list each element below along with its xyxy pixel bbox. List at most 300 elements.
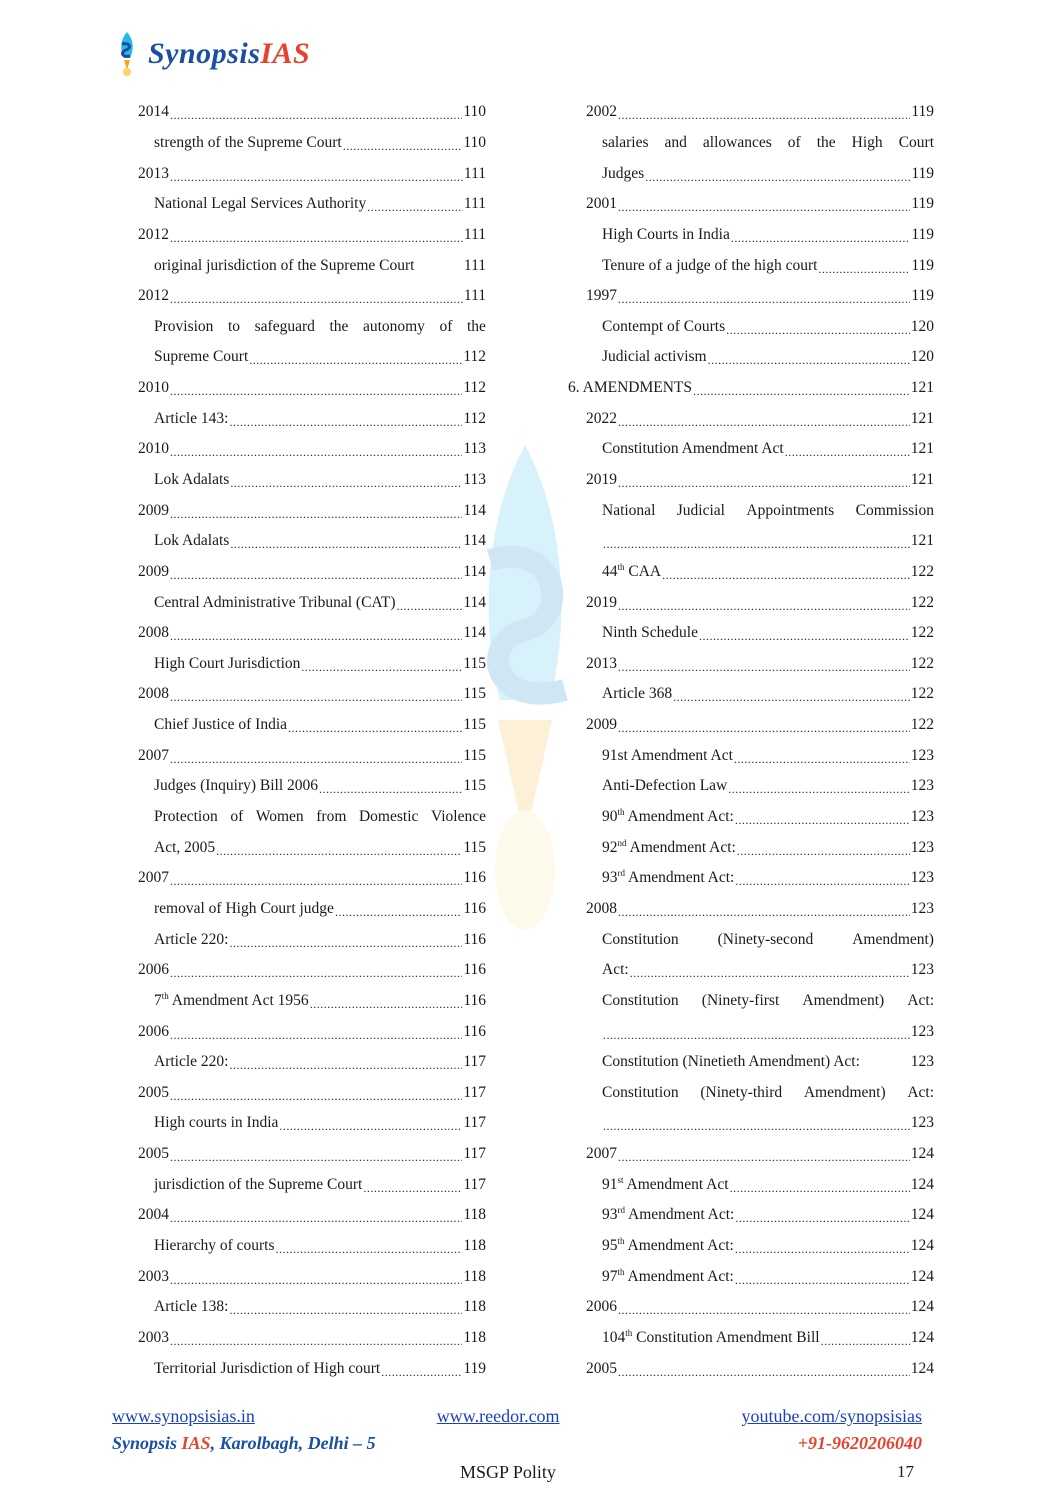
toc-leader-dots: [170, 1332, 462, 1350]
toc-page-number: 122: [910, 624, 934, 642]
toc-page-number: 115: [463, 654, 486, 672]
toc-leader-dots: [735, 1240, 910, 1258]
toc-leader-dots: [170, 168, 463, 186]
toc-entry[interactable]: [120, 403, 486, 434]
toc-page-number: 123: [910, 869, 934, 887]
toc-page-number: 124: [910, 1206, 934, 1224]
toc-entry-title: Act:: [602, 961, 629, 979]
toc-leader-dots: [170, 566, 462, 584]
toc-entry-title: Lok Adalats: [154, 532, 230, 550]
toc-entry[interactable]: [568, 403, 934, 434]
toc-page-number: 123: [910, 838, 934, 856]
toc-entry[interactable]: [120, 832, 486, 863]
toc-entry-title: 2003: [138, 1267, 169, 1285]
toc-page-number: 114: [463, 624, 486, 642]
toc-leader-dots: [279, 1117, 462, 1135]
toc-entry[interactable]: [568, 128, 934, 159]
toc-entry[interactable]: [120, 1108, 486, 1139]
toc-leader-dots: [618, 413, 910, 431]
toc-page-number: 122: [910, 562, 934, 580]
toc-entry-title: 97th Amendment Act:: [602, 1266, 734, 1285]
toc-leader-dots: [603, 535, 910, 553]
toc-leader-dots: [343, 137, 463, 155]
toc-page-number: 122: [910, 685, 934, 703]
toc-entry-title: Article 143:: [154, 409, 229, 427]
toc-entry-title: Tenure of a judge of the high court: [602, 256, 818, 274]
toc-leader-dots: [603, 1117, 910, 1135]
toc-leader-dots: [735, 1271, 910, 1289]
toc-entry-title: 90th Amendment Act:: [602, 806, 734, 826]
toc-leader-dots: [310, 995, 463, 1013]
toc-entry[interactable]: [568, 220, 934, 251]
toc-entry-title: High courts in India: [154, 1114, 279, 1132]
toc-entry-title: 2013: [138, 164, 169, 182]
toc-entry-title: 91st Amendment Act: [602, 1174, 729, 1193]
toc-entry[interactable]: [120, 311, 486, 342]
toc-entry[interactable]: [568, 1139, 934, 1170]
toc-leader-dots: [170, 382, 462, 400]
toc-entry[interactable]: [568, 281, 934, 312]
toc-entry[interactable]: [568, 97, 934, 128]
toc-page-number: 116: [463, 930, 486, 948]
toc-leader-dots: [335, 903, 462, 921]
toc-page-number: 115: [463, 777, 486, 795]
toc-entry[interactable]: [120, 342, 486, 373]
toc-entry-title: 2019: [586, 593, 617, 611]
toc-page-number: 118: [463, 1298, 486, 1316]
toc-page-number: 123: [910, 1114, 934, 1132]
toc-leader-dots: [618, 1363, 910, 1381]
toc-page-number: 118: [463, 1237, 486, 1255]
toc-page-number: 115: [463, 838, 486, 856]
toc-entry[interactable]: [120, 1323, 486, 1354]
toc-entry-title: Article 138:: [154, 1298, 229, 1316]
toc-entry[interactable]: [568, 342, 934, 373]
toc-page-number: 117: [463, 1083, 486, 1101]
toc-entry-title: Constitution Amendment Act: [602, 440, 784, 458]
toc-page-number: 121: [910, 440, 934, 458]
toc-page-number: 113: [463, 440, 486, 458]
toc-page-number: 119: [463, 1359, 486, 1377]
toc-leader-dots: [229, 934, 462, 952]
toc-entry-title: 2009: [138, 501, 169, 519]
toc-entry[interactable]: [120, 587, 486, 618]
toc-entry-title: Judicial activism: [602, 348, 707, 366]
toc-entry[interactable]: [120, 1016, 486, 1047]
toc-entry-title: removal of High Court judge: [154, 899, 334, 917]
toc-page-number: 110: [463, 133, 486, 151]
toc-leader-dots: [170, 872, 462, 890]
toc-leader-dots: [818, 260, 910, 278]
toc-page-number: 112: [463, 409, 486, 427]
toc-page-number: 117: [463, 1175, 486, 1193]
toc-page-number: 117: [463, 1145, 486, 1163]
toc-leader-dots: [170, 290, 463, 308]
rocket-icon: [112, 30, 142, 78]
toc-entry[interactable]: [120, 281, 486, 312]
toc-entry-title: 2002: [586, 103, 617, 121]
phone-number: +91-9620206040: [797, 1433, 922, 1453]
toc-leader-dots: [618, 1301, 910, 1319]
toc-page-number: 123: [910, 899, 934, 917]
toc-entry[interactable]: [568, 557, 934, 588]
toc-entry[interactable]: [120, 1261, 486, 1292]
toc-entry[interactable]: [568, 1108, 934, 1139]
watermark-rocket-icon: [470, 440, 580, 960]
toc-page-number: 117: [463, 1053, 486, 1071]
address: Synopsis IAS, Karolbagh, Delhi – 5: [112, 1433, 376, 1453]
toc-entry[interactable]: [120, 924, 486, 955]
toc-page-number: 112: [463, 379, 486, 397]
toc-leader-dots: [170, 505, 462, 523]
toc-entry[interactable]: [568, 832, 934, 863]
toc-entry[interactable]: [568, 1047, 934, 1078]
toc-entry-title: 2007: [138, 869, 169, 887]
toc-entry[interactable]: [568, 740, 934, 771]
toc-leader-dots: [301, 658, 462, 676]
toc-page-number: 123: [910, 777, 934, 795]
toc-entry[interactable]: [568, 373, 934, 404]
toc-leader-dots: [397, 597, 463, 615]
toc-page-number: 120: [910, 348, 934, 366]
toc-right-column: [568, 97, 934, 1384]
toc-page-number: 121: [910, 471, 934, 488]
document-title: MSGP Polity: [460, 1462, 556, 1482]
footer-links: [112, 1406, 922, 1427]
toc-entry-title: 2005: [138, 1083, 169, 1101]
toc-leader-dots: [170, 1271, 462, 1289]
toc-leader-dots: [170, 229, 463, 247]
toc-entry[interactable]: [568, 1200, 934, 1231]
toc-leader-dots: [216, 842, 462, 860]
toc-entry-title: 2006: [138, 961, 169, 979]
toc-entry[interactable]: [568, 1078, 934, 1109]
toc-entry[interactable]: [120, 465, 486, 496]
toc-entry-title: 2013: [586, 654, 617, 672]
toc-leader-dots: [170, 627, 462, 645]
toc-leader-dots: [693, 382, 910, 400]
toc-leader-dots: [708, 351, 910, 369]
toc-entry[interactable]: [568, 1231, 934, 1262]
toc-page-number: 124: [910, 1145, 934, 1163]
toc-entry[interactable]: [568, 679, 934, 710]
toc-entry[interactable]: [120, 526, 486, 557]
toc-entry[interactable]: [568, 955, 934, 986]
toc-entry-title: 104th Constitution Amendment Bill: [602, 1327, 820, 1346]
toc-entry[interactable]: [120, 1139, 486, 1170]
toc-leader-dots: [726, 321, 910, 339]
toc-entry[interactable]: [568, 250, 934, 281]
toc-entry-title: Article 220:: [154, 930, 229, 948]
toc-entry[interactable]: [568, 158, 934, 189]
toc-entry[interactable]: [568, 434, 934, 465]
toc-page-number: 111: [463, 287, 486, 305]
toc-entry-title: Supreme Court: [154, 348, 249, 366]
toc-leader-dots: [735, 872, 909, 890]
toc-entry-title: Constitution (Ninety-third Amendment) Act:: [602, 1083, 934, 1101]
toc-leader-dots: [170, 1026, 462, 1044]
toc-entry[interactable]: [568, 189, 934, 220]
toc-entry-title: Constitution (Ninety-first Amendment) Act:: [602, 991, 934, 1009]
toc-entry[interactable]: [120, 97, 486, 128]
toc-entry-title: Central Administrative Tribunal (CAT): [154, 593, 396, 611]
toc-page-number: 115: [463, 685, 486, 703]
toc-entry-title: 2009: [586, 716, 617, 734]
toc-page-number: 116: [463, 991, 486, 1009]
toc-entry[interactable]: [568, 587, 934, 618]
toc-leader-dots: [645, 168, 910, 186]
toc-entry-title: 2006: [138, 1022, 169, 1040]
toc-entry[interactable]: [120, 1353, 486, 1384]
toc-entry[interactable]: [568, 1323, 934, 1354]
toc-entry[interactable]: [568, 802, 934, 833]
toc-page-number: 124: [910, 1359, 934, 1377]
toc-page-number: 124: [910, 1237, 934, 1255]
page-number: 17: [897, 1462, 914, 1481]
toc-entry[interactable]: [568, 894, 934, 925]
toc-entry-title: National Legal Services Authority: [154, 195, 367, 213]
toc-leader-dots: [230, 474, 462, 492]
toc-entry[interactable]: [568, 1169, 934, 1200]
toc-entry[interactable]: [120, 1078, 486, 1109]
toc-leader-dots: [363, 1179, 462, 1197]
toc-page-number: 118: [463, 1328, 486, 1346]
toc-entry[interactable]: [568, 311, 934, 342]
toc-entry-title: 44th CAA: [602, 561, 662, 580]
toc-leader-dots: [728, 780, 910, 798]
toc-page-number: 115: [463, 746, 486, 764]
toc-entry[interactable]: [568, 771, 934, 802]
toc-entry[interactable]: [568, 618, 934, 649]
toc-leader-dots: [276, 1240, 463, 1258]
toc-entry[interactable]: [568, 863, 934, 894]
toc-page-number: 123: [910, 808, 934, 826]
toc-entry[interactable]: [120, 771, 486, 802]
toc-entry-title: 2012: [138, 287, 169, 305]
toc-entry-title: Provision to safeguard the autonomy of the: [154, 317, 486, 335]
toc-entry-title: 2019: [586, 471, 617, 488]
toc-entry[interactable]: [120, 1292, 486, 1323]
toc-page-number: 114: [463, 532, 486, 550]
toc-entry-title: High Courts in India: [602, 225, 730, 243]
toc-entry[interactable]: [120, 1231, 486, 1262]
toc-entry[interactable]: [120, 189, 486, 220]
toc-entry[interactable]: [568, 1292, 934, 1323]
toc-entry-title: 2007: [586, 1145, 617, 1163]
toc-leader-dots: [821, 1332, 910, 1350]
toc-left-column: [120, 97, 486, 1384]
brand-name: SynopsisIAS: [148, 37, 311, 70]
toc-entry[interactable]: [120, 1169, 486, 1200]
toc-page-number: 114: [463, 593, 486, 611]
toc-page-number: 124: [910, 1298, 934, 1316]
toc-entry-title: 2008: [586, 899, 617, 917]
toc-page-number: 123: [910, 746, 934, 764]
toc-entry[interactable]: [120, 1047, 486, 1078]
toc-page-number: 124: [910, 1328, 934, 1346]
toc-page-number: 121: [910, 379, 934, 397]
toc-leader-dots: [785, 443, 910, 461]
toc-entry-title: 2007: [138, 746, 169, 764]
toc-leader-dots: [737, 842, 910, 860]
toc-entry-title: 2014: [138, 103, 169, 121]
toc-entry[interactable]: [120, 220, 486, 251]
toc-leader-dots: [618, 719, 910, 737]
toc-entry[interactable]: [120, 128, 486, 159]
toc-entry-title: National Judicial Appointments Commission: [602, 501, 934, 519]
toc-page-number: 123: [910, 961, 934, 979]
toc-leader-dots: [229, 1056, 462, 1074]
youtube-link[interactable]: youtube.com/synopsisias: [741, 1406, 922, 1426]
toc-leader-dots: [230, 535, 462, 553]
toc-entry-title: 2010: [138, 379, 169, 397]
toc-leader-dots: [731, 229, 910, 247]
toc-entry[interactable]: [568, 649, 934, 680]
toc-page-number: 111: [463, 164, 486, 182]
toc-entry[interactable]: [568, 986, 934, 1017]
toc-entry[interactable]: [568, 495, 934, 526]
toc-entry-title: 93rd Amendment Act:: [602, 868, 735, 887]
toc-entry[interactable]: [568, 924, 934, 955]
toc-entry[interactable]: [120, 955, 486, 986]
toc-page-number: 113: [463, 471, 486, 488]
toc-leader-dots: [618, 474, 910, 492]
toc-leader-dots: [699, 627, 910, 645]
toc-page-number: 119: [911, 287, 934, 305]
toc-entry-title: Article 368: [602, 685, 673, 703]
toc-page-number: 116: [463, 899, 486, 917]
toc-page-number: 119: [911, 225, 934, 243]
toc-entry-title: 2022: [586, 409, 617, 427]
toc-entry[interactable]: [120, 618, 486, 649]
toc-entry[interactable]: [120, 802, 486, 833]
toc-leader-dots: [288, 719, 462, 737]
toc-entry-title: 6. AMENDMENTS: [568, 379, 693, 397]
toc-page-number: 121: [910, 409, 934, 427]
toc-entry-title: Lok Adalats: [154, 471, 230, 488]
toc-entry[interactable]: [568, 465, 934, 496]
toc-leader-dots: [170, 1087, 462, 1105]
toc-entry[interactable]: [120, 158, 486, 189]
toc-entry-title: 2001: [586, 195, 617, 213]
toc-leader-dots: [170, 750, 462, 768]
toc-entry[interactable]: [120, 894, 486, 925]
toc-entry-title: High Court Jurisdiction: [154, 654, 301, 672]
toc-page-number: 124: [910, 1267, 934, 1285]
toc-entry[interactable]: [568, 1016, 934, 1047]
toc-page-number: 116: [463, 961, 486, 979]
toc-entry-title: 2004: [138, 1206, 169, 1224]
toc-page-number: 115: [463, 716, 486, 734]
toc-entry-title: Judges: [602, 164, 645, 182]
toc-leader-dots: [618, 198, 910, 216]
toc-entry-title: Protection of Women from Domestic Violence: [154, 808, 486, 826]
toc-entry-title: jurisdiction of the Supreme Court: [154, 1175, 363, 1193]
toc-leader-dots: [229, 1301, 462, 1319]
toc-entry-title: 7th Amendment Act 1956: [154, 990, 309, 1009]
toc-entry[interactable]: [120, 434, 486, 465]
toc-leader-dots: [630, 964, 910, 982]
toc-entry[interactable]: [568, 526, 934, 557]
toc-page-number: 117: [463, 1114, 486, 1132]
toc-leader-dots: [673, 688, 910, 706]
toc-entry[interactable]: [120, 557, 486, 588]
toc-entry[interactable]: [120, 649, 486, 680]
toc-entry[interactable]: [120, 710, 486, 741]
toc-entry[interactable]: [120, 250, 486, 281]
toc-leader-dots: [735, 811, 910, 829]
toc-page-number: 122: [910, 654, 934, 672]
toc-page-number: 114: [463, 562, 486, 580]
toc-entry-title: 2003: [138, 1328, 169, 1346]
toc-entry[interactable]: [120, 740, 486, 771]
toc-entry[interactable]: [120, 863, 486, 894]
toc-entry[interactable]: [120, 679, 486, 710]
toc-entry-title: 2005: [586, 1359, 617, 1377]
toc-page-number: 116: [463, 1022, 486, 1040]
toc-entry[interactable]: [120, 373, 486, 404]
toc-entry-title: Contempt of Courts: [602, 317, 726, 335]
brand-logo: [112, 30, 310, 78]
toc-page-number: 119: [911, 164, 934, 182]
toc-entry-title: 2010: [138, 440, 169, 458]
toc-page-number: 110: [463, 103, 486, 121]
toc-entry[interactable]: [120, 495, 486, 526]
toc-leader-dots: [249, 351, 462, 369]
toc-leader-dots: [618, 903, 910, 921]
toc-page-number: 111: [463, 256, 486, 274]
toc-page-number: 112: [463, 348, 486, 366]
toc-page-number: 119: [911, 256, 934, 274]
toc-entry-title: Territorial Jurisdiction of High court: [154, 1359, 381, 1377]
toc-leader-dots: [170, 1209, 462, 1227]
website-link[interactable]: www.synopsisias.in: [112, 1406, 255, 1426]
toc-leader-dots: [170, 443, 462, 461]
toc-page-number: 111: [463, 195, 486, 213]
toc-entry-title: Ninth Schedule: [602, 624, 698, 642]
toc-page-number: 119: [911, 195, 934, 213]
toc-leader-dots: [618, 1148, 910, 1166]
toc-leader-dots: [618, 597, 910, 615]
toc-entry[interactable]: [568, 1261, 934, 1292]
toc-leader-dots: [734, 750, 910, 768]
toc-entry-title: 2008: [138, 624, 169, 642]
toc-entry-title: Hierarchy of courts: [154, 1237, 275, 1255]
reedor-link[interactable]: www.reedor.com: [436, 1406, 560, 1426]
toc-page-number: 121: [910, 532, 934, 550]
toc-entry[interactable]: [120, 986, 486, 1017]
toc-leader-dots: [618, 106, 910, 124]
toc-entry[interactable]: [120, 1200, 486, 1231]
toc-entry-title: Article 220:: [154, 1053, 229, 1071]
toc-leader-dots: [618, 658, 910, 676]
toc-entry-title: 2008: [138, 685, 169, 703]
toc-page-number: 124: [910, 1175, 934, 1193]
toc-entry-title: 92nd Amendment Act:: [602, 837, 736, 856]
toc-entry-title: 2006: [586, 1298, 617, 1316]
toc-leader-dots: [662, 566, 910, 584]
toc-page-number: 114: [463, 501, 486, 519]
toc-page-number: 118: [463, 1206, 486, 1224]
toc-entry[interactable]: [568, 1353, 934, 1384]
toc-entry-title: 2012: [138, 225, 169, 243]
toc-entry[interactable]: [568, 710, 934, 741]
toc-leader-dots: [319, 780, 462, 798]
toc-leader-dots: [170, 106, 462, 124]
toc-page-number: 111: [463, 225, 486, 243]
toc-leader-dots: [229, 413, 462, 431]
toc-entry-title: 93rd Amendment Act:: [602, 1205, 735, 1224]
